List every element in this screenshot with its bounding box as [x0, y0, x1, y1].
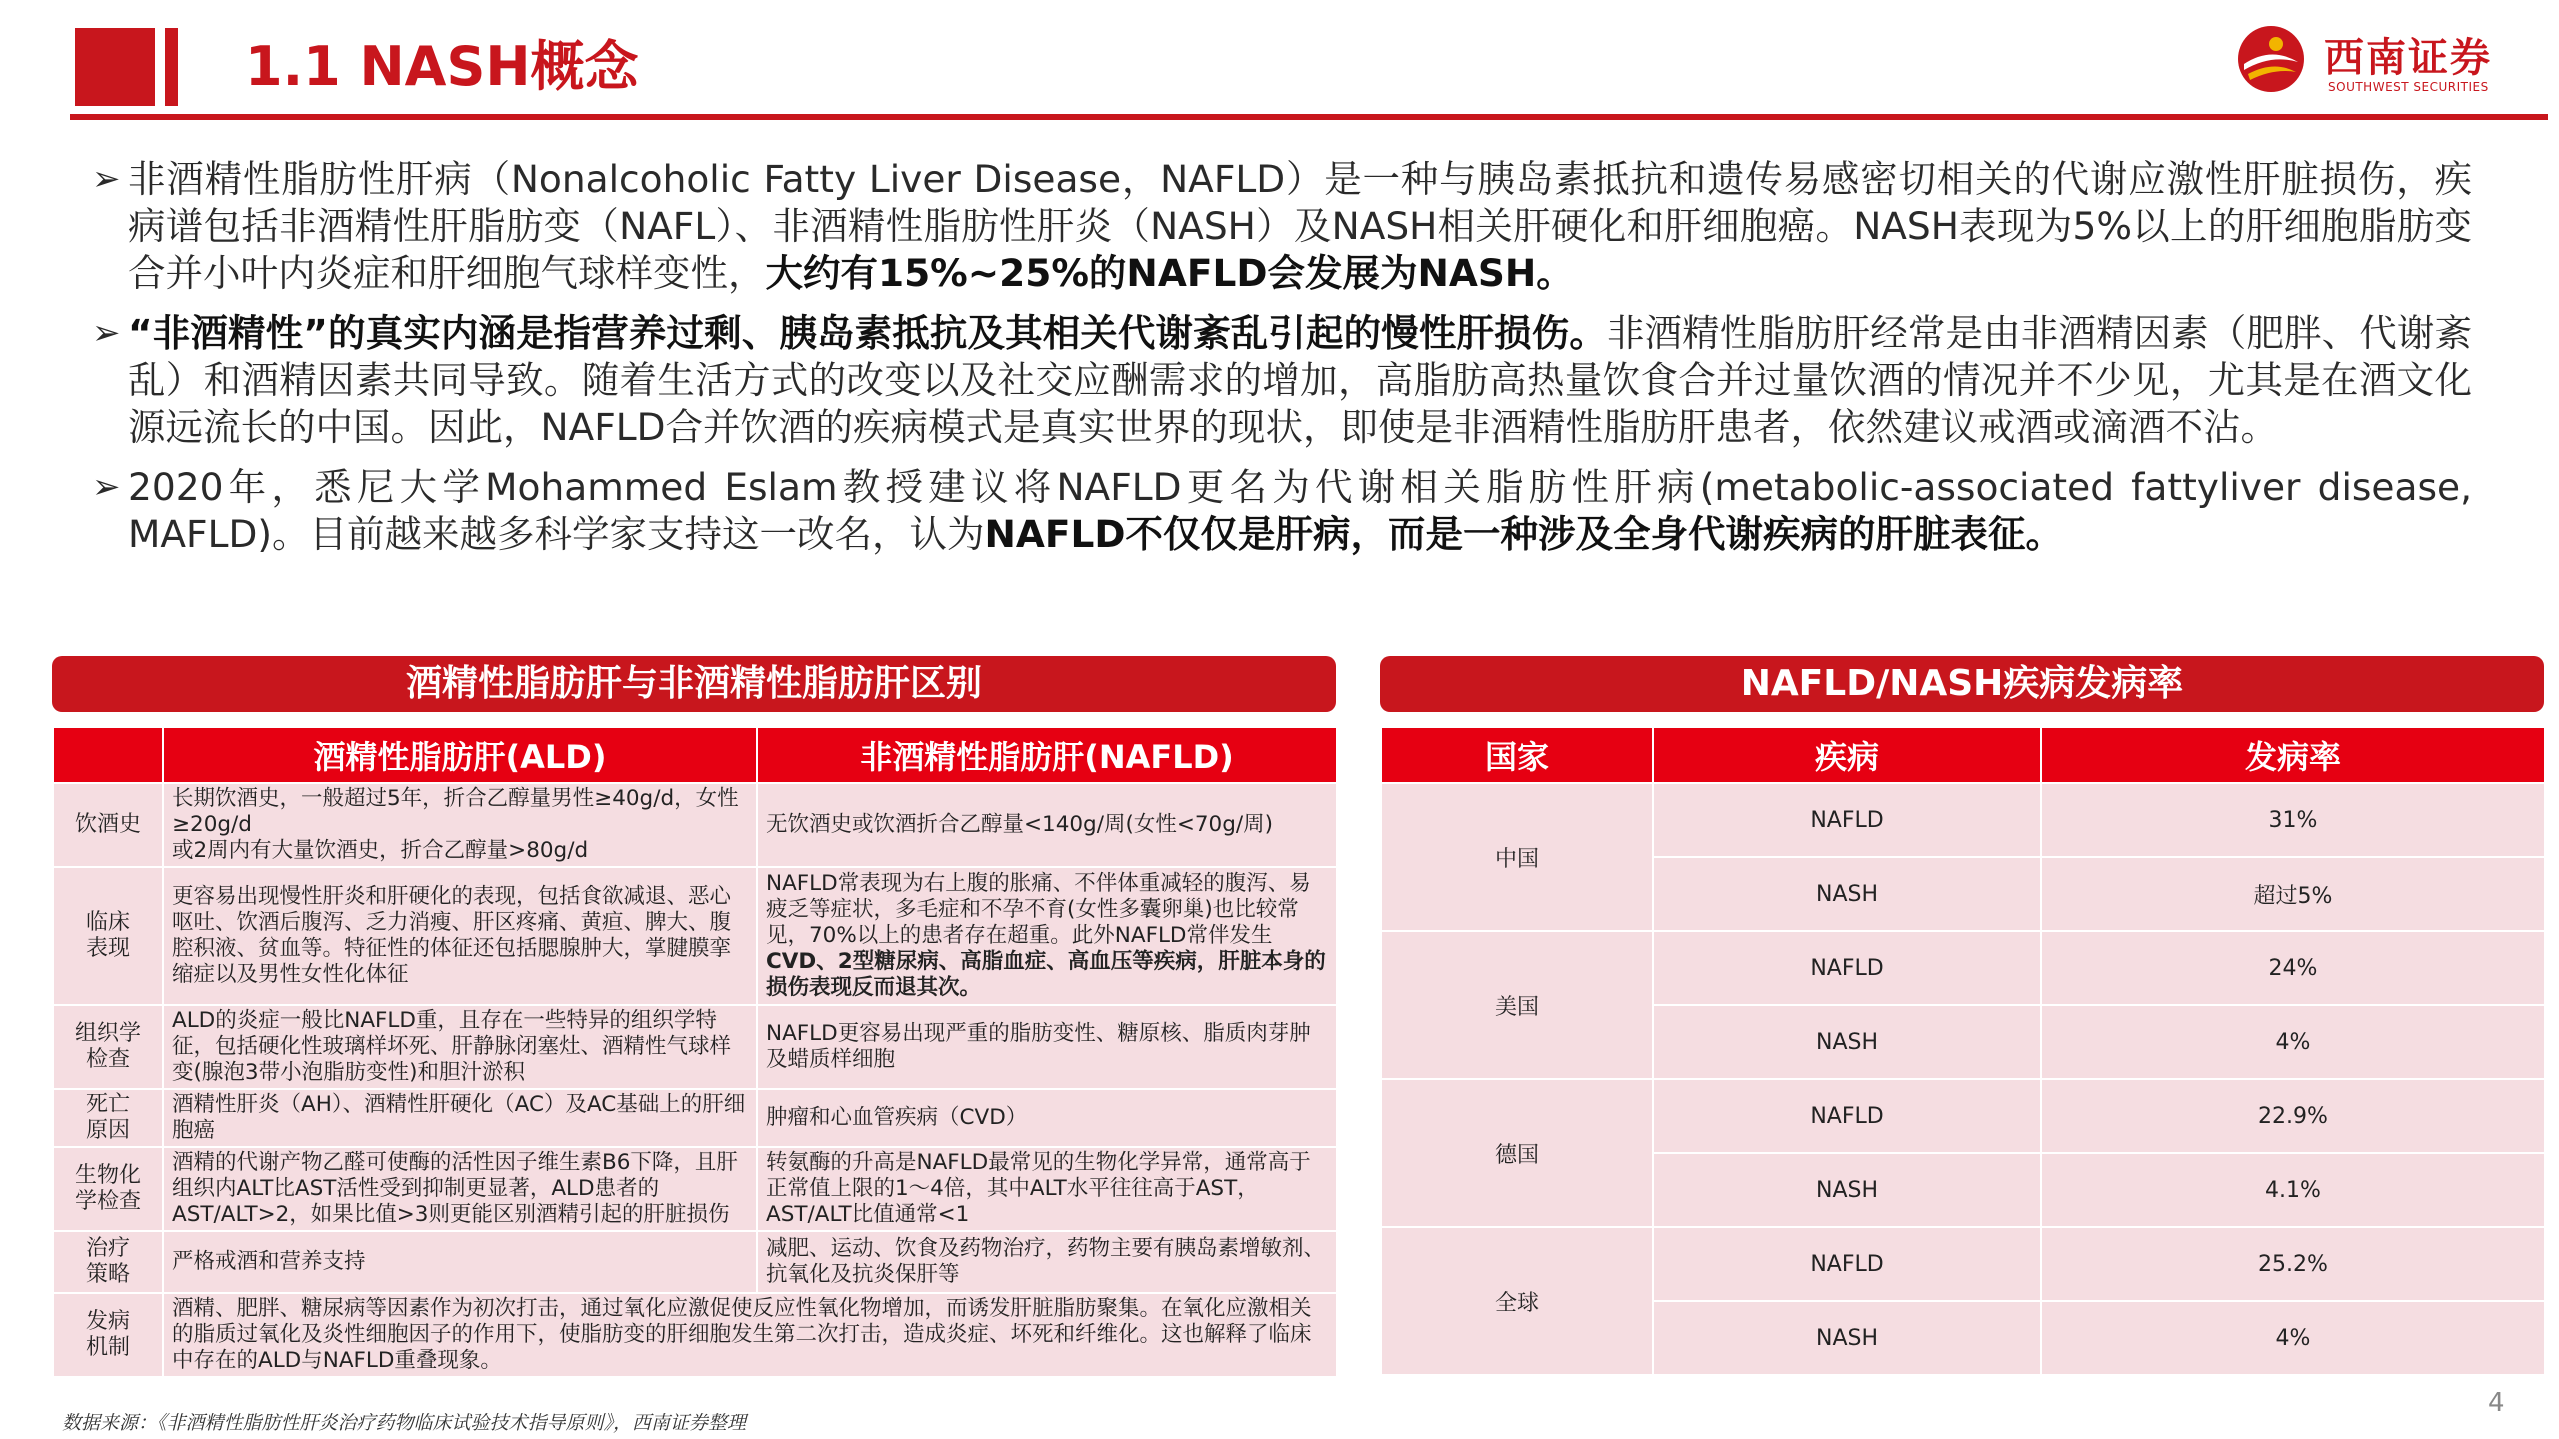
- ald-cell: ALD的炎症一般比NAFLD重，且存在一些特异的组织学特征，包括硬化性玻璃样坏死、肝静脉闭塞灶、酒精性气球样变(腺泡3带小泡脂肪变性)和胆汁淤积: [163, 1005, 757, 1089]
- table-header-row: [53, 727, 1337, 783]
- row-label: 临床 表现: [53, 867, 163, 1005]
- bullet-bold-text: 大约有15%~25%的NAFLD会发展为NASH。: [765, 251, 1574, 295]
- rate-cell: 4.1%: [2041, 1153, 2545, 1227]
- table-row: [53, 1293, 1337, 1377]
- disease-cell: NASH: [1653, 857, 2041, 931]
- nafld-text: NAFLD常表现为右上腹的胀痛、不伴体重减轻的腹泻、易疲乏等症状，多毛症和不孕不育(女性多囊卵巢)也比较常见，70%以上的患者存在超重。此外NAFLD常伴发生: [766, 871, 1311, 948]
- arrow-bullet-icon: ➢: [92, 159, 121, 199]
- table-row: [53, 1089, 1337, 1147]
- bullet-text: 非酒精性脂肪性肝病（Nonalcoholic Fatty Liver Disease，NAFLD）是一种与胰岛素抵抗和遗传易感密切相关的代谢应激性肝脏损伤，疾病谱包括非酒精性肝脂肪变（NAFL）、非酒精性脂肪性肝炎（NASH）及NASH相关肝硬化和肝细胞癌。NASH表现为5%以上的肝细胞脂肪变合并小叶内炎症和肝细胞气球样变性，: [128, 157, 2472, 295]
- disease-cell: NASH: [1653, 1301, 2041, 1375]
- data-source-note: 数据来源：《非酒精性脂肪性肝炎治疗药物临床试验技术指导原则》，西南证券整理: [62, 1412, 747, 1434]
- table-header-cell: 酒精性脂肪肝(ALD): [163, 727, 757, 783]
- table-row: [53, 1005, 1337, 1089]
- nafld-cell: 转氨酶的升高是NAFLD最常见的生物化学异常，通常高于正常值上限的1～4倍，其中ALT水平往往高于AST，AST/ALT比值通常<1: [757, 1147, 1337, 1231]
- bullet-item: [92, 156, 2472, 297]
- ald-cell: 酒精性肝炎（AH）、酒精性肝硬化（AC）及AC基础上的肝细胞癌: [163, 1089, 757, 1147]
- ald-nafld-comparison-table: [52, 726, 1338, 1378]
- table-row: [53, 1147, 1337, 1231]
- table-header-cell: 国家: [1381, 727, 1653, 783]
- table-row: [53, 867, 1337, 1005]
- disease-cell: NASH: [1653, 1153, 2041, 1227]
- table-row: [53, 783, 1337, 867]
- bullet-item: [92, 464, 2472, 558]
- rate-cell: 22.9%: [2041, 1079, 2545, 1153]
- bullet-item: [92, 310, 2472, 451]
- ald-cell: 严格戒酒和营养支持: [163, 1231, 757, 1293]
- nafld-bold-text: CVD、2型糖尿病、高脂血症、高血压等疾病，肝脏本身的损伤表现反而退其次。: [766, 949, 1326, 1000]
- country-cell: 美国: [1381, 931, 1653, 1079]
- row-label: 治疗 策略: [53, 1231, 163, 1293]
- rate-cell: 25.2%: [2041, 1227, 2545, 1301]
- table-row: [1381, 783, 2545, 857]
- disease-cell: NAFLD: [1653, 1079, 2041, 1153]
- disease-cell: NAFLD: [1653, 1227, 2041, 1301]
- arrow-bullet-icon: ➢: [92, 313, 121, 353]
- bullet-text: 2020年，悉尼大学Mohammed Eslam教授建议将NAFLD更名为代谢相关脂肪性肝病(metabolic-associated fattyliver disease, MAFLD)。目前越来越多科学家支持这一改名，认为: [128, 465, 2472, 556]
- table-header-cell: [53, 727, 163, 783]
- merged-cell: 酒精、肥胖、糖尿病等因素作为初次打击，通过氧化应激促使反应性氧化物增加，而诱发肝脏脂肪聚集。在氧化应激相关的脂质过氧化及炎性细胞因子的作用下，使脂肪变的肝细胞发生第二次打击，造成炎症、坏死和纤维化。这也解释了临床中存在的ALD与NAFLD重叠现象。: [163, 1293, 1337, 1377]
- row-label: 饮酒史: [53, 783, 163, 867]
- table-header-cell: 疾病: [1653, 727, 2041, 783]
- rate-cell: 24%: [2041, 931, 2545, 1005]
- arrow-bullet-icon: ➢: [92, 467, 121, 507]
- page-title: 1.1 NASH概念: [245, 35, 639, 98]
- ald-cell: 长期饮酒史，一般超过5年，折合乙醇量男性≥40g/d，女性≥20g/d 或2周内有大量饮酒史，折合乙醇量>80g/d: [163, 783, 757, 867]
- table-header-cell: 非酒精性脂肪肝(NAFLD): [757, 727, 1337, 783]
- nafld-cell: 减肥、运动、饮食及药物治疗，药物主要有胰岛素增敏剂、抗氧化及抗炎保肝等: [757, 1231, 1337, 1293]
- left-panel-title: 酒精性脂肪肝与非酒精性脂肪肝区别: [52, 656, 1336, 712]
- logo-emblem-icon: [2236, 24, 2306, 94]
- bullet-text: 非酒精性脂肪肝经常是由非酒精因素（肥胖、代谢紊乱）和酒精因素共同导致。随着生活方式的改变以及社交应酬需求的增加，高脂肪高热量饮食合并过量饮酒的情况并不少见，尤其是在酒文化源远流长的中国。因此，NAFLD合并饮酒的疾病模式是真实世界的现状，即使是非酒精性脂肪肝患者，依然建议戒酒或滴酒不沾。: [128, 311, 2472, 449]
- bullet-bold-text: “非酒精性”的真实内涵是指营养过剩、胰岛素抵抗及其相关代谢紊乱引起的慢性肝损伤。: [128, 311, 1607, 355]
- row-label: 死亡 原因: [53, 1089, 163, 1147]
- disease-cell: NASH: [1653, 1005, 2041, 1079]
- company-logo: [2236, 24, 2556, 104]
- bullet-bold-text: NAFLD不仅仅是肝病，而是一种涉及全身代谢疾病的肝脏表征。: [984, 512, 2064, 556]
- disease-cell: NAFLD: [1653, 931, 2041, 1005]
- row-label: 发病 机制: [53, 1293, 163, 1377]
- nafld-cell: [757, 867, 1337, 1005]
- header-red-block: [75, 28, 155, 106]
- table-row: [1381, 931, 2545, 1005]
- table-row: [1381, 1079, 2545, 1153]
- row-label: 生物化 学检查: [53, 1147, 163, 1231]
- right-panel-title: NAFLD/NASH疾病发病率: [1380, 656, 2544, 712]
- country-cell: 全球: [1381, 1227, 1653, 1375]
- ald-cell: 酒精的代谢产物乙醛可使酶的活性因子维生素B6下降，且肝组织内ALT比AST活性受到抑制更显著，ALD患者的AST/ALT>2，如果比值>3则更能区别酒精引起的肝脏损伤: [163, 1147, 757, 1231]
- table-header-cell: 发病率: [2041, 727, 2545, 783]
- header-divider: [70, 114, 2548, 120]
- bullet-list: [92, 156, 2472, 571]
- row-label: 组织学 检查: [53, 1005, 163, 1089]
- nafld-cell: 肿瘤和心血管疾病（CVD）: [757, 1089, 1337, 1147]
- nafld-cell: NAFLD更容易出现严重的脂肪变性、糖原核、脂质肉芽肿及蜡质样细胞: [757, 1005, 1337, 1089]
- table-row: [53, 1231, 1337, 1293]
- page-number: 4: [2488, 1388, 2505, 1418]
- country-cell: 德国: [1381, 1079, 1653, 1227]
- rate-cell: 4%: [2041, 1301, 2545, 1375]
- country-cell: 中国: [1381, 783, 1653, 931]
- ald-cell: 更容易出现慢性肝炎和肝硬化的表现，包括食欲减退、恶心呕吐、饮酒后腹泻、乏力消瘦、肝区疼痛、黄疸、脾大、腹腔积液、贫血等。特征性的体征还包括腮腺肿大，掌腱膜挛缩症以及男性女性化体征: [163, 867, 757, 1005]
- logo-text-cn: 西南证券: [2324, 34, 2492, 81]
- table-header-row: [1381, 727, 2545, 783]
- logo-text-en: SOUTHWEST SECURITIES: [2328, 80, 2489, 94]
- disease-cell: NAFLD: [1653, 783, 2041, 857]
- header-red-bar: [165, 28, 178, 106]
- rate-cell: 31%: [2041, 783, 2545, 857]
- rate-cell: 超过5%: [2041, 857, 2545, 931]
- table-row: [1381, 1227, 2545, 1301]
- incidence-table: [1380, 726, 2546, 1376]
- nafld-cell: 无饮酒史或饮酒折合乙醇量<140g/周(女性<70g/周): [757, 783, 1337, 867]
- rate-cell: 4%: [2041, 1005, 2545, 1079]
